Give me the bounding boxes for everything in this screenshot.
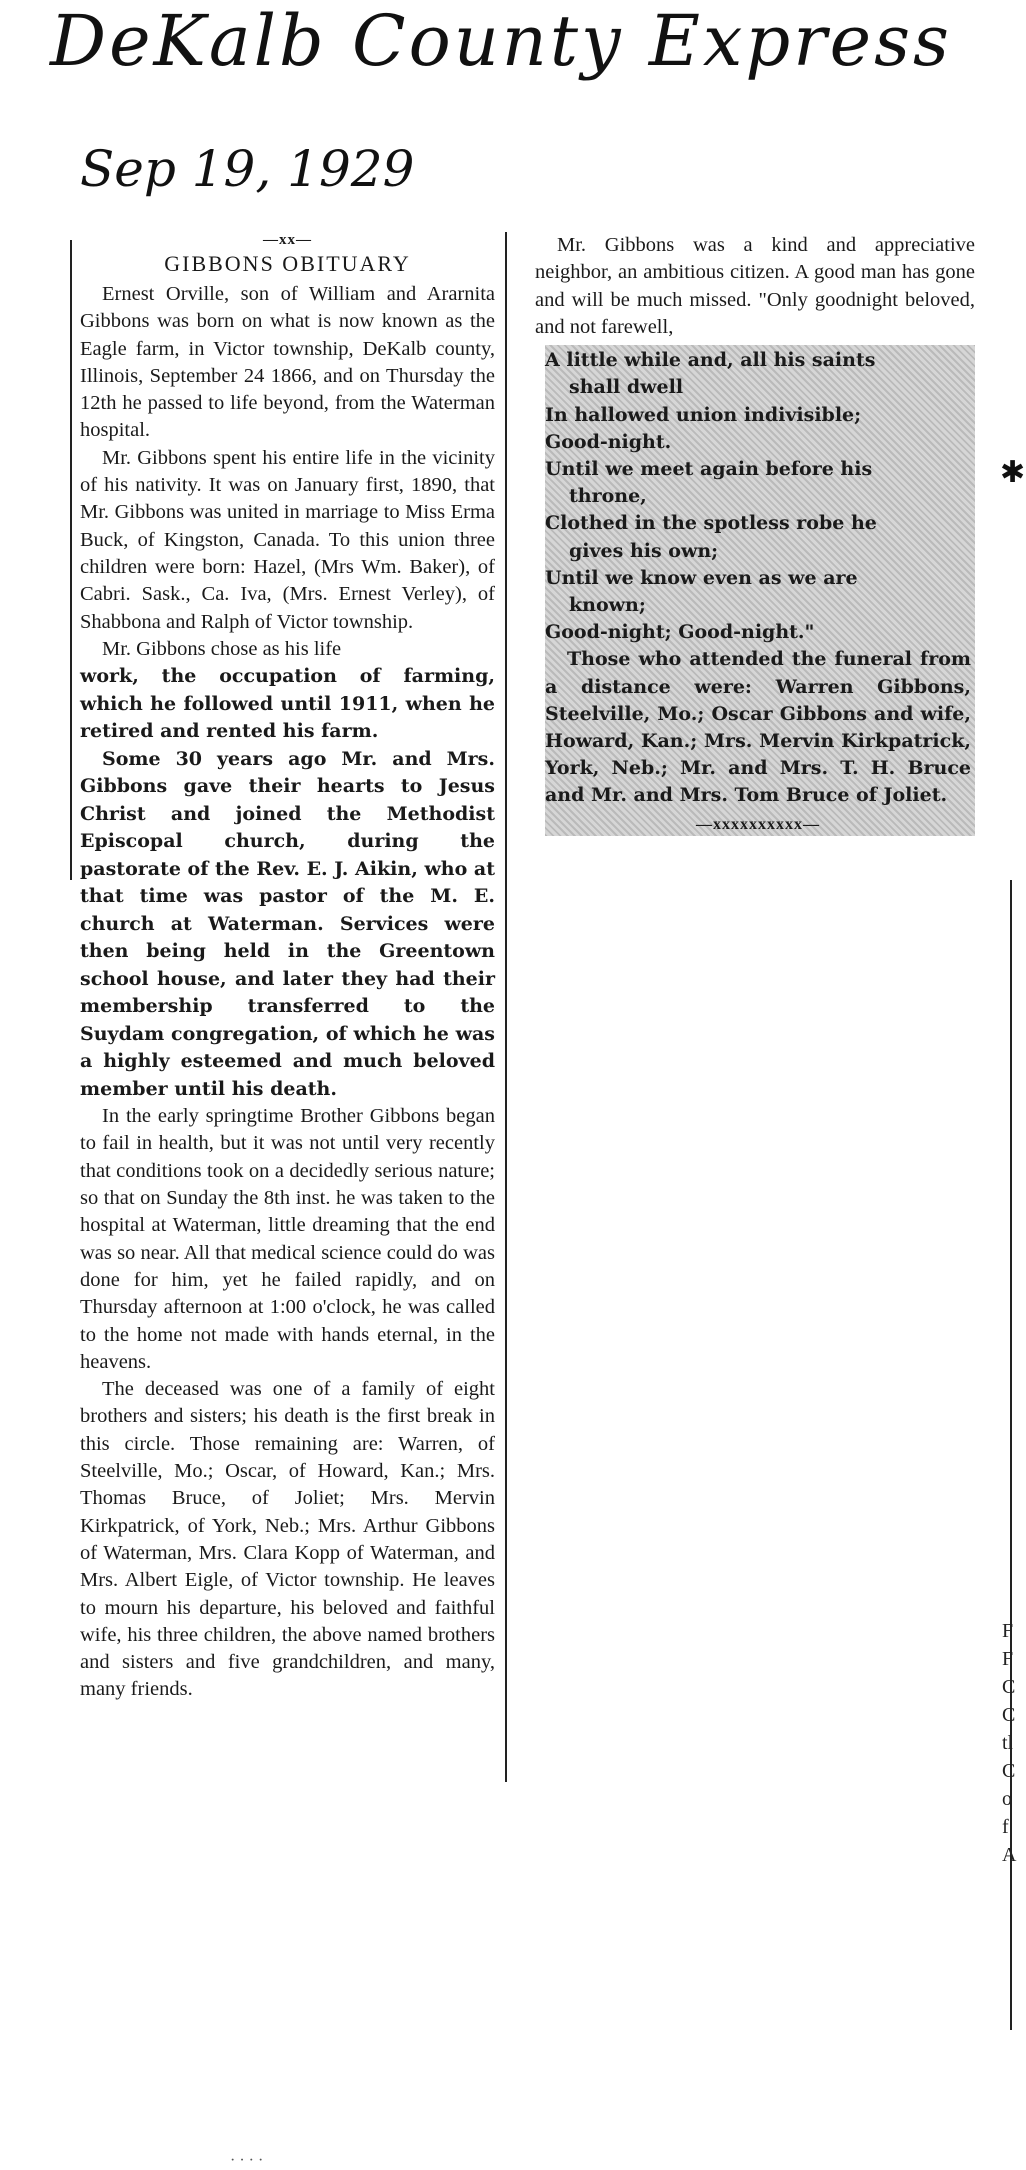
column-rule-middle — [505, 232, 507, 1782]
paragraph-church: Some 30 years ago Mr. and Mrs. Gibbons gave their hearts to Jesus Christ and joined the Methodist Episcopal church, during the pastorate of the Rev. E. J. Aikin, who at that time was pastor of the M. E. church at Waterman. Services were then being held in the Greentown school house, and later they had their membership transferred to the Suydam congregation, of which he was a highly esteemed and much beloved member until his death. — [80, 747, 495, 1100]
end-separator: —xxxxxxxxxx— — [696, 815, 820, 833]
poem-lines — [545, 347, 971, 646]
poem-line: Until we meet again before his — [545, 458, 873, 480]
margin-fragment: F — [1002, 1648, 1014, 1670]
poem-line: shall dwell — [569, 376, 684, 399]
margin-fragment: C — [1002, 1704, 1016, 1726]
margin-fragment: C — [1002, 1676, 1016, 1698]
poem-line: throne, — [569, 485, 647, 508]
poem-block — [545, 345, 975, 835]
paragraph-life-work-start: Mr. Gibbons chose as his life — [102, 637, 342, 660]
paragraph-farming: work, the occupation of farming, which he followed until 1911, when he retired and rented his farm. — [80, 665, 495, 743]
margin-fragment: F — [1002, 1620, 1014, 1642]
obituary-right-column — [535, 232, 975, 836]
paragraph-neighbor: Mr. Gibbons was a kind and appreciative neighbor, an ambitious citizen. A good man has gone and will be much missed. "Only goodnight beloved, and not farewell, — [535, 234, 975, 338]
margin-fragment: tl — [1002, 1732, 1014, 1754]
poem-line: known; — [569, 594, 646, 617]
top-separator: —xx— — [263, 232, 312, 248]
poem-line: Good-night; Good-night." — [545, 621, 815, 644]
handwritten-date: Sep 19, 1929 — [80, 140, 415, 198]
paragraph-marriage: Mr. Gibbons spent his entire life in the vicinity of his nativity. It was on January first, 1890, that Mr. Gibbons was united in marriage to Miss Erma Buck, of Kingston, Canada. To this union three children were born: Hazel, (Mrs Wm. Baker), of Cabri. Sask., Ca. Iva, (Mrs. Ernest Verley), of Shabbona and Ralph of Victor township. — [80, 446, 495, 633]
poem-line: A little while and, all his saints — [545, 349, 876, 372]
poem-line: gives his own; — [569, 539, 719, 562]
poem-line: In hallowed union indivisible; — [545, 403, 862, 426]
bottom-dots: · · · · — [230, 2152, 264, 2169]
margin-fragment: C — [1002, 1760, 1016, 1782]
column-rule-left — [70, 240, 72, 880]
obituary-left-column — [80, 232, 495, 2169]
paragraph-attendees: Those who attended the funeral from a distance were: Warren Gibbons, Steelville, Mo.; Oscar Gibbons and wife, Howard, Kan.; Mrs. Mervin Kirkpatrick, York, Neb.; Mr. and Mrs. T. H. Bruce and Mr. and Mrs. Tom Bruce of Joliet. — [545, 648, 971, 807]
margin-fragment: A — [1002, 1844, 1017, 1866]
handwritten-title: DeKalb County Express — [50, 0, 952, 82]
margin-fragment: o — [1002, 1788, 1012, 1810]
poem-line: Clothed in the spotless robe he — [545, 512, 877, 535]
poem-line: Until we know even as we are — [545, 566, 858, 589]
paragraph-birth: Ernest Orville, son of William and Ararnita Gibbons was born on what is now known as the Eagle farm, in Victor township, DeKalb county, Illinois, September 24 1866, and on Thursday the 12th he passed to life beyond, from the Waterman hospital. — [80, 283, 495, 442]
headline: GIBBONS OBITUARY — [164, 251, 411, 276]
margin-fragment: f — [1002, 1816, 1009, 1838]
poem-line: Good-night. — [545, 430, 672, 453]
margin-asterisk-mark: ✱ — [1000, 456, 1026, 489]
paragraph-family: The deceased was one of a family of eight brothers and sisters; his death is the first break in this circle. Those remaining are: Warren, of Steelville, Mo.; Oscar, of Howard, Kan.; Mrs. Thomas Bruce, of Joliet; Mrs. Mervin Kirkpatrick, of York, Neb.; Mrs. Arthur Gibbons of Waterman, Mrs. Clara Kopp of Waterman, and Mrs. Albert Eigle, of Victor township. He leaves to mourn his departure, his beloved and faithful wife, his three children, the above named brothers and sisters and five grandchildren, and many, many friends. — [80, 1378, 495, 1701]
paragraph-illness: In the early springtime Brother Gibbons began to fail in health, but it was not until very recently that conditions took on a decidedly serious nature; so that on Sunday the 8th inst. he was taken to the hospital at Waterman, little dreaming that the end was so near. All that medical science could do was done for him, yet he failed rapidly, and on Thursday afternoon at 1:00 o'clock, he was called to the home not made with hands eternal, in the heavens. — [80, 1105, 495, 1373]
